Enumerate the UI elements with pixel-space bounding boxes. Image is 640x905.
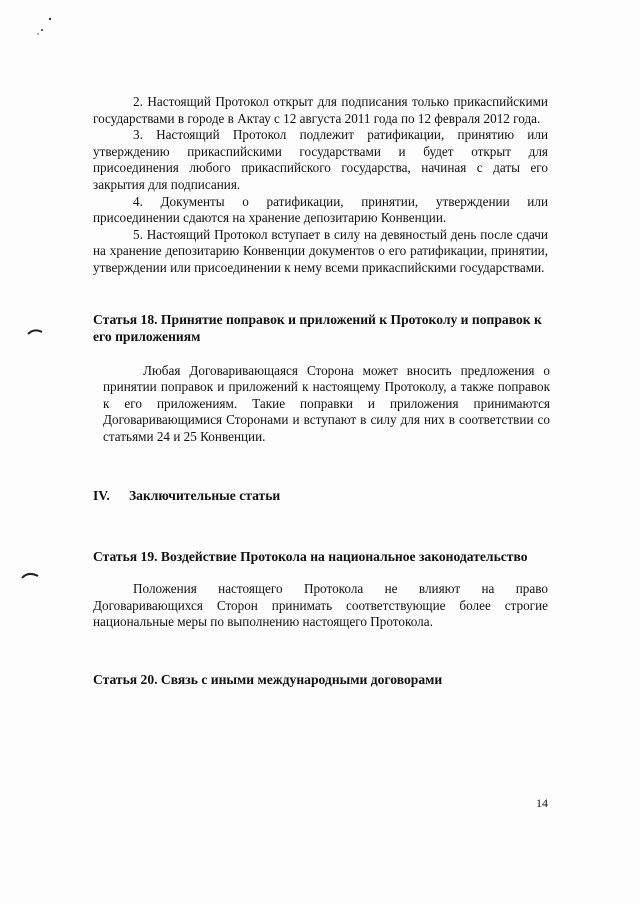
scan-mark-left-1 — [26, 326, 46, 338]
paragraph-3: 3. Настоящий Протокол подлежит ратификации, принятию или утверждению прикаспийскими государствами и будет открыт для присоединения любого прикаспийского государства, начиная с даты его закрытия для подписания. — [93, 127, 548, 192]
document-body — [93, 94, 548, 688]
article-18-title: Статья 18. Принятие поправок и приложений к Протоколу и поправок к его приложениям — [93, 311, 542, 344]
article-20-title: Статья 20. Связь с иными международными договорами — [93, 671, 443, 687]
section-4-title: Заключительные статьи — [129, 487, 281, 503]
paragraph-4: 4. Документы о ратификации, принятии, утверждении или присоединении сдаются на хранение депозитарию Конвенции. — [93, 193, 548, 226]
section-4-heading — [93, 488, 548, 505]
scan-mark-left-2 — [20, 568, 42, 582]
article-19-text: Положения настоящего Протокола не влияют на право Договаривающихся Сторон принимать соответствующие более строгие национальные меры по выполнению настоящего Протокола. — [93, 581, 548, 630]
article-18-text: Любая Договаривающаяся Сторона может вносить предложения о принятии поправок и приложений к настоящему Протоколу, а также поправок к его приложениям. Такие поправки и приложения принимаются Договаривающимися Сторонами и вступают в силу для них в соответствии со статьями 24 и 25 Конвенции. — [103, 362, 550, 444]
page-number: 14 — [536, 796, 548, 810]
article-19-title: Статья 19. Воздействие Протокола на национальное законодательство — [93, 549, 528, 565]
paragraph-5: 5. Настоящий Протокол вступает в силу на девяностый день после сдачи на хранение депозитарию Конвенции документов о его ратификации, принятии, утверждении или присоединении к нему всеми прикаспийскими государствами. — [93, 226, 548, 275]
section-4-number: IV. — [93, 487, 110, 503]
paragraph-2: 2. Настоящий Протокол открыт для подписания только прикаспийскими государствами в городе в Актау с 12 августа 2011 года по 12 февраля 2012 года. — [93, 94, 548, 126]
scan-mark-top — [34, 14, 58, 38]
